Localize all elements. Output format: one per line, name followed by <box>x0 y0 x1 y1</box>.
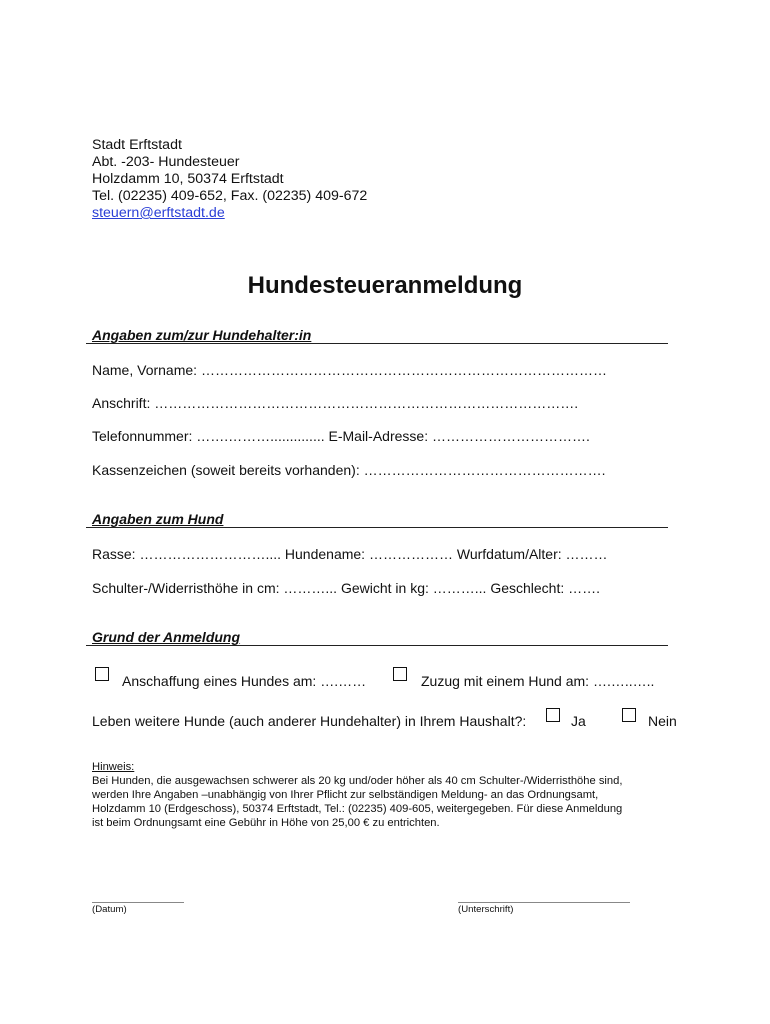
section-reason-heading-text: Grund der Anmeldung <box>92 629 241 645</box>
owner-kassenzeichen-field[interactable]: Kassenzeichen (soweit bereits vorhanden): ……………………………………………. <box>92 462 606 478</box>
page-title: Hundesteueranmeldung <box>247 272 523 299</box>
note-line-3: Holzdamm 10 (Erdgeschoss), 50374 Erftstadt, Tel.: (02235) 409-605, weitergegeben. Für diese Anmeldung <box>92 803 623 815</box>
section-owner-heading-text: Angaben zum/zur Hundehalter:in <box>92 327 312 343</box>
owner-address-field[interactable]: Anschrift: ………………………………………………………………………………. <box>92 395 579 411</box>
move-checkbox[interactable] <box>393 667 407 681</box>
sender-phone-fax: Tel. (02235) 409-652, Fax. (02235) 409-672 <box>92 188 368 204</box>
note-line-4: ist beim Ordnungsamt eine Gebühr in Höhe von 25,00 € zu entrichten. <box>92 817 440 829</box>
dog-breed-name-age-field[interactable]: Rasse: ……………………….... Hundename: ……………… Wurfdatum/Alter: ……… <box>92 546 608 562</box>
section-owner-heading <box>86 327 668 344</box>
section-reason-heading <box>86 629 668 646</box>
other-dogs-yes-label: Ja <box>571 713 586 729</box>
sender-department: Abt. -203- Hundesteuer <box>92 154 240 170</box>
section-dog-heading <box>86 511 668 528</box>
owner-name-field[interactable]: Name, Vorname: …………………………………………………………………………… <box>92 362 607 378</box>
note-line-1: Bei Hunden, die ausgewachsen schwerer als 20 kg und/oder höher als 40 cm Schulter-/Widerristhöhe sind, <box>92 775 623 787</box>
dog-height-weight-sex-field[interactable]: Schulter-/Widerristhöhe in cm: ………... Gewicht in kg: ………... Geschlecht: ……. <box>92 580 601 596</box>
section-dog-heading-text: Angaben zum Hund <box>92 511 224 527</box>
acquisition-checkbox[interactable] <box>95 667 109 681</box>
move-label: Zuzug mit einem Hund am: ….…..….. <box>421 673 655 689</box>
other-dogs-no-label: Nein <box>648 713 677 729</box>
signature-line[interactable] <box>458 902 630 903</box>
acquisition-label: Anschaffung eines Hundes am: ….…… <box>122 673 367 689</box>
date-line[interactable] <box>92 902 184 903</box>
other-dogs-yes-checkbox[interactable] <box>546 708 560 722</box>
date-label: (Datum) <box>92 904 127 915</box>
other-dogs-no-checkbox[interactable] <box>622 708 636 722</box>
note-line-2: werden Ihre Angaben –unabhängig von Ihrer Pflicht zur selbständigen Meldung- an das Ordnungsamt, <box>92 789 599 801</box>
note-label: Hinweis: <box>92 761 135 773</box>
owner-phone-email-field[interactable]: Telefonnummer: …….……….............. E-Mail-Adresse: ……………………………. <box>92 428 590 444</box>
sender-name: Stadt Erftstadt <box>92 137 182 153</box>
signature-label: (Unterschrift) <box>458 904 514 915</box>
sender-address: Holzdamm 10, 50374 Erftstadt <box>92 171 284 187</box>
sender-email-link[interactable]: steuern@erftstadt.de <box>92 205 225 221</box>
other-dogs-question: Leben weitere Hunde (auch anderer Hundehalter) in Ihrem Haushalt?: <box>92 713 527 729</box>
